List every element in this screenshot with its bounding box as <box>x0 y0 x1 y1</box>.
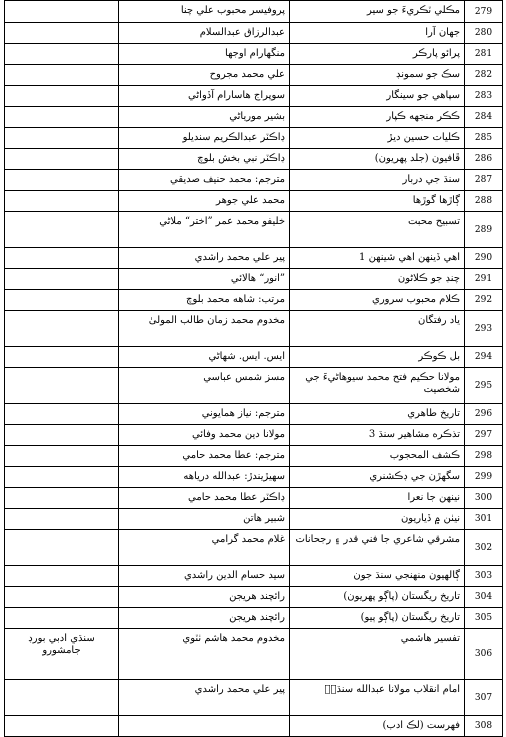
row-number: 295 <box>465 368 503 404</box>
row-number: 293 <box>465 311 503 347</box>
row-publisher <box>5 716 119 737</box>
table-row <box>5 404 503 425</box>
row-publisher <box>5 107 119 128</box>
row-publisher <box>5 530 119 566</box>
row-publisher <box>5 128 119 149</box>
row-author: مترجم: عطا محمد حامي <box>119 446 290 467</box>
row-number: 297 <box>465 425 503 446</box>
table-row <box>5 191 503 212</box>
row-title: جهان آرا <box>290 23 465 44</box>
row-title: ڪڪر منجهه ڪپار <box>290 107 465 128</box>
row-publisher <box>5 170 119 191</box>
row-number: 283 <box>465 86 503 107</box>
table-row <box>5 587 503 608</box>
row-title: چنڊ جو ڪلاڻون <box>290 269 465 290</box>
row-number: 282 <box>465 65 503 86</box>
book-list-body <box>5 1 503 737</box>
row-author: محمد علي جوهر <box>119 191 290 212</box>
row-number: 290 <box>465 248 503 269</box>
row-number: 303 <box>465 566 503 587</box>
row-author: ڊاڪٽر عطا محمد حامي <box>119 488 290 509</box>
table-row <box>5 446 503 467</box>
row-publisher <box>5 680 119 716</box>
row-title: سڪ جو سمونڊ <box>290 65 465 86</box>
row-publisher <box>5 488 119 509</box>
row-author: علي محمد مجروح <box>119 65 290 86</box>
table-row <box>5 44 503 65</box>
table-row <box>5 86 503 107</box>
row-author: منگهارام اوجها <box>119 44 290 65</box>
row-title: سپاهي جو سينگار <box>290 86 465 107</box>
row-title: تفسير هاشمي <box>290 629 465 680</box>
row-author: ايس. ايس. شهاڻي <box>119 347 290 368</box>
row-title: نيٺن ۾ ڏياريون <box>290 509 465 530</box>
row-author: مخدوم محمد هاشم ٺٽوي <box>119 629 290 680</box>
table-row <box>5 368 503 404</box>
row-number: 304 <box>465 587 503 608</box>
row-title: ڪشف المحجوب <box>290 446 465 467</box>
row-author: بشير مورياڻي <box>119 107 290 128</box>
table-row <box>5 467 503 488</box>
row-number: 306 <box>465 629 503 680</box>
table-row <box>5 128 503 149</box>
row-number: 280 <box>465 23 503 44</box>
row-title: مولانا حڪيم فتح محمد سيوهاڻيءَ جي شخصيت <box>290 368 465 404</box>
row-number: 301 <box>465 509 503 530</box>
row-number: 298 <box>465 446 503 467</box>
row-number: 288 <box>465 191 503 212</box>
row-number: 289 <box>465 212 503 248</box>
table-row <box>5 347 503 368</box>
table-row <box>5 608 503 629</box>
row-publisher <box>5 191 119 212</box>
row-author: پروفيسر محبوب علي چنا <box>119 1 290 23</box>
row-title: اهي ڏينهن اهي شينهن 1 <box>290 248 465 269</box>
row-title: تاريخ طاهري <box>290 404 465 425</box>
row-publisher <box>5 44 119 65</box>
table-row <box>5 680 503 716</box>
row-title: بل ڪوڪر <box>290 347 465 368</box>
row-number: 281 <box>465 44 503 65</box>
row-number: 302 <box>465 530 503 566</box>
table-row <box>5 290 503 311</box>
row-publisher <box>5 248 119 269</box>
row-number: 308 <box>465 716 503 737</box>
row-publisher <box>5 212 119 248</box>
table-row <box>5 170 503 191</box>
row-title: مڪلي ٽڪريءَ جو سير <box>290 1 465 23</box>
row-title: ڪلام محبوب سروري <box>290 290 465 311</box>
row-author: مخدوم محمد زمان طالب المولىٰ <box>119 311 290 347</box>
row-number: 291 <box>465 269 503 290</box>
row-number: 299 <box>465 467 503 488</box>
row-title: تسبيح محبت <box>290 212 465 248</box>
row-title: ڳالهيون منهنجي سنڌ جون <box>290 566 465 587</box>
row-number: 307 <box>465 680 503 716</box>
row-author: مولانا دين محمد وفائي <box>119 425 290 446</box>
row-publisher <box>5 425 119 446</box>
row-publisher <box>5 446 119 467</box>
row-author: عبدالرزاق عبدالسلام <box>119 23 290 44</box>
row-author: مرتب: شاهه محمد بلوچ <box>119 290 290 311</box>
row-title: تاريخ ريگستان (پاڳو ٻيو) <box>290 608 465 629</box>
row-title: ڦافيون (جلد پهريون) <box>290 149 465 170</box>
table-row <box>5 149 503 170</box>
row-number: 294 <box>465 347 503 368</box>
table-row <box>5 311 503 347</box>
row-publisher <box>5 566 119 587</box>
row-number: 296 <box>465 404 503 425</box>
row-publisher: سنڌي ادبي بورڊ جامشورو <box>5 629 119 680</box>
row-publisher <box>5 467 119 488</box>
table-row <box>5 1 503 23</box>
row-number: 292 <box>465 290 503 311</box>
row-title: مشرقي شاعري جا فني قدر ۽ رجحانات <box>290 530 465 566</box>
row-publisher <box>5 347 119 368</box>
row-author: شبير هاتن <box>119 509 290 530</box>
row-publisher <box>5 608 119 629</box>
table-row <box>5 212 503 248</box>
row-author: پير علي محمد راشدي <box>119 680 290 716</box>
row-publisher <box>5 311 119 347</box>
row-author: مترجم: محمد حنيف صديقي <box>119 170 290 191</box>
row-publisher <box>5 1 119 23</box>
row-number: 284 <box>465 107 503 128</box>
table-row <box>5 425 503 446</box>
row-publisher <box>5 65 119 86</box>
row-author: مسز شمس عباسي <box>119 368 290 404</box>
row-title: فهرست (لڪ ادب) <box>290 716 465 737</box>
row-number: 279 <box>465 1 503 23</box>
row-title: تذڪره مشاهير سنڌ 3 <box>290 425 465 446</box>
row-author: خليفو محمد عمر ”اختر“ ملاڻي <box>119 212 290 248</box>
table-row <box>5 530 503 566</box>
row-author: مترجم: نياز همايوني <box>119 404 290 425</box>
table-row <box>5 248 503 269</box>
row-author: سوپراج هاسارام آڏواڻي <box>119 86 290 107</box>
row-title: امام انقلاب مولانا عبدالله سنڌيؒ <box>290 680 465 716</box>
row-title: ياد رفتگان <box>290 311 465 347</box>
row-publisher <box>5 269 119 290</box>
row-publisher <box>5 86 119 107</box>
table-row <box>5 629 503 680</box>
row-author: ڊاڪٽر نبي بخش بلوچ <box>119 149 290 170</box>
row-publisher <box>5 404 119 425</box>
row-title: پرائو پارڪر <box>290 44 465 65</box>
row-title: سگهڙن جي ڊڪشنري <box>290 467 465 488</box>
row-author: سيد حسام الدين راشدي <box>119 566 290 587</box>
table-row <box>5 269 503 290</box>
row-number: 305 <box>465 608 503 629</box>
row-publisher <box>5 149 119 170</box>
row-author: پير علي محمد راشدي <box>119 248 290 269</box>
table-row <box>5 65 503 86</box>
row-author: غلام محمد گرامي <box>119 530 290 566</box>
row-author: رائچند هريجن <box>119 608 290 629</box>
table-row <box>5 509 503 530</box>
row-author <box>119 716 290 737</box>
table-row <box>5 716 503 737</box>
row-publisher <box>5 509 119 530</box>
row-title: سنڌ جي دربار <box>290 170 465 191</box>
table-row <box>5 566 503 587</box>
row-number: 286 <box>465 149 503 170</box>
row-author: رائچند هريجن <box>119 587 290 608</box>
row-title: تاريخ ريگستان (پاڳو پهريون) <box>290 587 465 608</box>
table-row <box>5 107 503 128</box>
row-number: 300 <box>465 488 503 509</box>
row-author: ”انور“ هالائي <box>119 269 290 290</box>
table-row <box>5 488 503 509</box>
row-title: ڳاڙها گوڙها <box>290 191 465 212</box>
row-author: سهيڙيندڙ: عبدالله درياهه <box>119 467 290 488</box>
row-publisher <box>5 290 119 311</box>
row-title: ڪليات حسين ديڙ <box>290 128 465 149</box>
table-row <box>5 23 503 44</box>
row-author: ڊاڪٽر عبدالڪريم سنديلو <box>119 128 290 149</box>
book-list-table <box>4 0 503 737</box>
row-publisher <box>5 23 119 44</box>
row-publisher <box>5 368 119 404</box>
row-publisher <box>5 587 119 608</box>
row-number: 287 <box>465 170 503 191</box>
row-number: 285 <box>465 128 503 149</box>
row-title: نينهن جا نعرا <box>290 488 465 509</box>
